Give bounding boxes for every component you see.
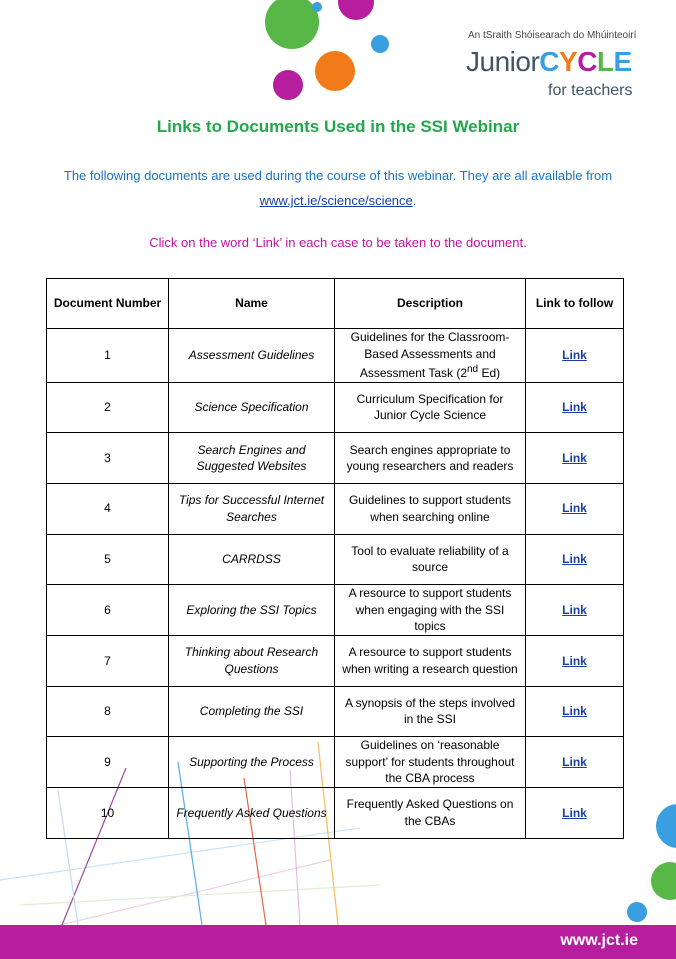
decor-circle [371,35,389,53]
header-description: Description [335,279,526,329]
documents-table [46,278,624,839]
cell-description: Search engines appropriate to young researchers and readers [335,433,526,484]
document-link[interactable]: Link [562,400,587,415]
decor-line [20,885,380,905]
cell-name: Tips for Successful Internet Searches [169,483,335,534]
decor-circle [656,804,676,848]
decor-circle [315,51,355,91]
cell-number: 9 [47,737,169,788]
cell-description: Tool to evaluate reliability of a source [335,534,526,585]
table-row [47,635,624,686]
decor-circle [651,862,676,900]
cell-number: 1 [47,329,169,383]
table-row [47,382,624,433]
description-superscript: nd [467,364,479,375]
header-link: Link to follow [526,279,624,329]
logo-name-cycle [539,46,631,77]
cell-number: 4 [47,483,169,534]
cell-description [335,329,526,383]
cell-link [526,585,624,636]
table-row [47,534,624,585]
document-link[interactable]: Link [562,704,587,719]
cell-description: Guidelines to support students when searching online [335,483,526,534]
cell-number: 5 [47,534,169,585]
table-header-row [47,279,624,329]
description-text: Guidelines for the Classroom-Based Assessments and Assessment Task (2 [350,330,510,380]
document-link[interactable]: Link [562,805,587,820]
logo-wordmark [466,46,632,78]
cell-name: Supporting the Process [169,737,335,788]
cell-number: 10 [47,788,169,839]
decor-circle [338,0,374,20]
cell-name: Frequently Asked Questions [169,788,335,839]
cell-name: Completing the SSI [169,686,335,737]
table-row [47,585,624,636]
cell-link [526,737,624,788]
header-name: Name [169,279,335,329]
cell-link [526,433,624,484]
intro-suffix: . [412,193,417,208]
logo-letter: C [577,46,597,77]
table-row [47,686,624,737]
cell-name: Search Engines and Suggested Websites [169,433,335,484]
logo-subtitle: An tSraith Shóisearach do Mhúinteoirí [468,30,637,41]
cell-description: Frequently Asked Questions on the CBAs [335,788,526,839]
cell-name: CARRDSS [169,534,335,585]
logo-name-junior: Junior [466,46,540,77]
cell-number: 8 [47,686,169,737]
cell-link [526,483,624,534]
cell-link [526,329,624,383]
cell-description: A resource to support students when engaging with the SSI topics [335,585,526,636]
cell-number: 3 [47,433,169,484]
cell-link [526,534,624,585]
footer-website: www.jct.ie [560,932,638,949]
cell-name: Exploring the SSI Topics [169,585,335,636]
cell-description: Curriculum Specification for Junior Cycle Science [335,382,526,433]
table-row [47,483,624,534]
cell-description: Guidelines on ‘reasonable support’ for students throughout the CBA process [335,737,526,788]
logo-tagline: for teachers [548,82,633,99]
table-row [47,788,624,839]
table-row [47,329,624,383]
document-link[interactable]: Link [562,754,587,769]
intro-text: The following documents are used during the course of this webinar. They are all available from [63,168,613,183]
document-link[interactable]: Link [562,552,587,567]
cell-name: Assessment Guidelines [169,329,335,383]
intro-website-link[interactable]: www.jct.ie/science/science [259,193,413,208]
cell-name: Science Specification [169,382,335,433]
page-title: Links to Documents Used in the SSI Webinar [156,117,520,136]
document-link[interactable]: Link [562,653,587,668]
decor-circle [265,0,319,49]
cell-number: 6 [47,585,169,636]
logo-letter: L [596,46,614,77]
table-row [47,737,624,788]
cell-number: 7 [47,635,169,686]
cell-number: 2 [47,382,169,433]
logo-letter: C [539,46,559,77]
table-row [47,433,624,484]
decor-circle [273,70,303,100]
cell-link [526,788,624,839]
footer-bar [0,925,676,959]
intro-paragraph [0,163,676,213]
header-document-number: Document Number [47,279,169,329]
description-text: Ed) [478,366,501,380]
cell-link [526,635,624,686]
decor-circle [627,902,647,922]
decor-circle [312,2,322,12]
logo-letter: E [613,46,632,77]
document-link[interactable]: Link [562,602,587,617]
instruction-text: Click on the word ‘Link’ in each case to be taken to the document. [149,235,527,250]
document-link[interactable]: Link [562,348,587,362]
cell-description: A synopsis of the steps involved in the SSI [335,686,526,737]
logo-letter: Y [559,46,578,77]
decor-line [60,860,330,925]
cell-link [526,382,624,433]
cell-description: A resource to support students when writing a research question [335,635,526,686]
cell-link [526,686,624,737]
document-link[interactable]: Link [562,450,587,465]
document-link[interactable]: Link [562,501,587,516]
cell-name: Thinking about Research Questions [169,635,335,686]
